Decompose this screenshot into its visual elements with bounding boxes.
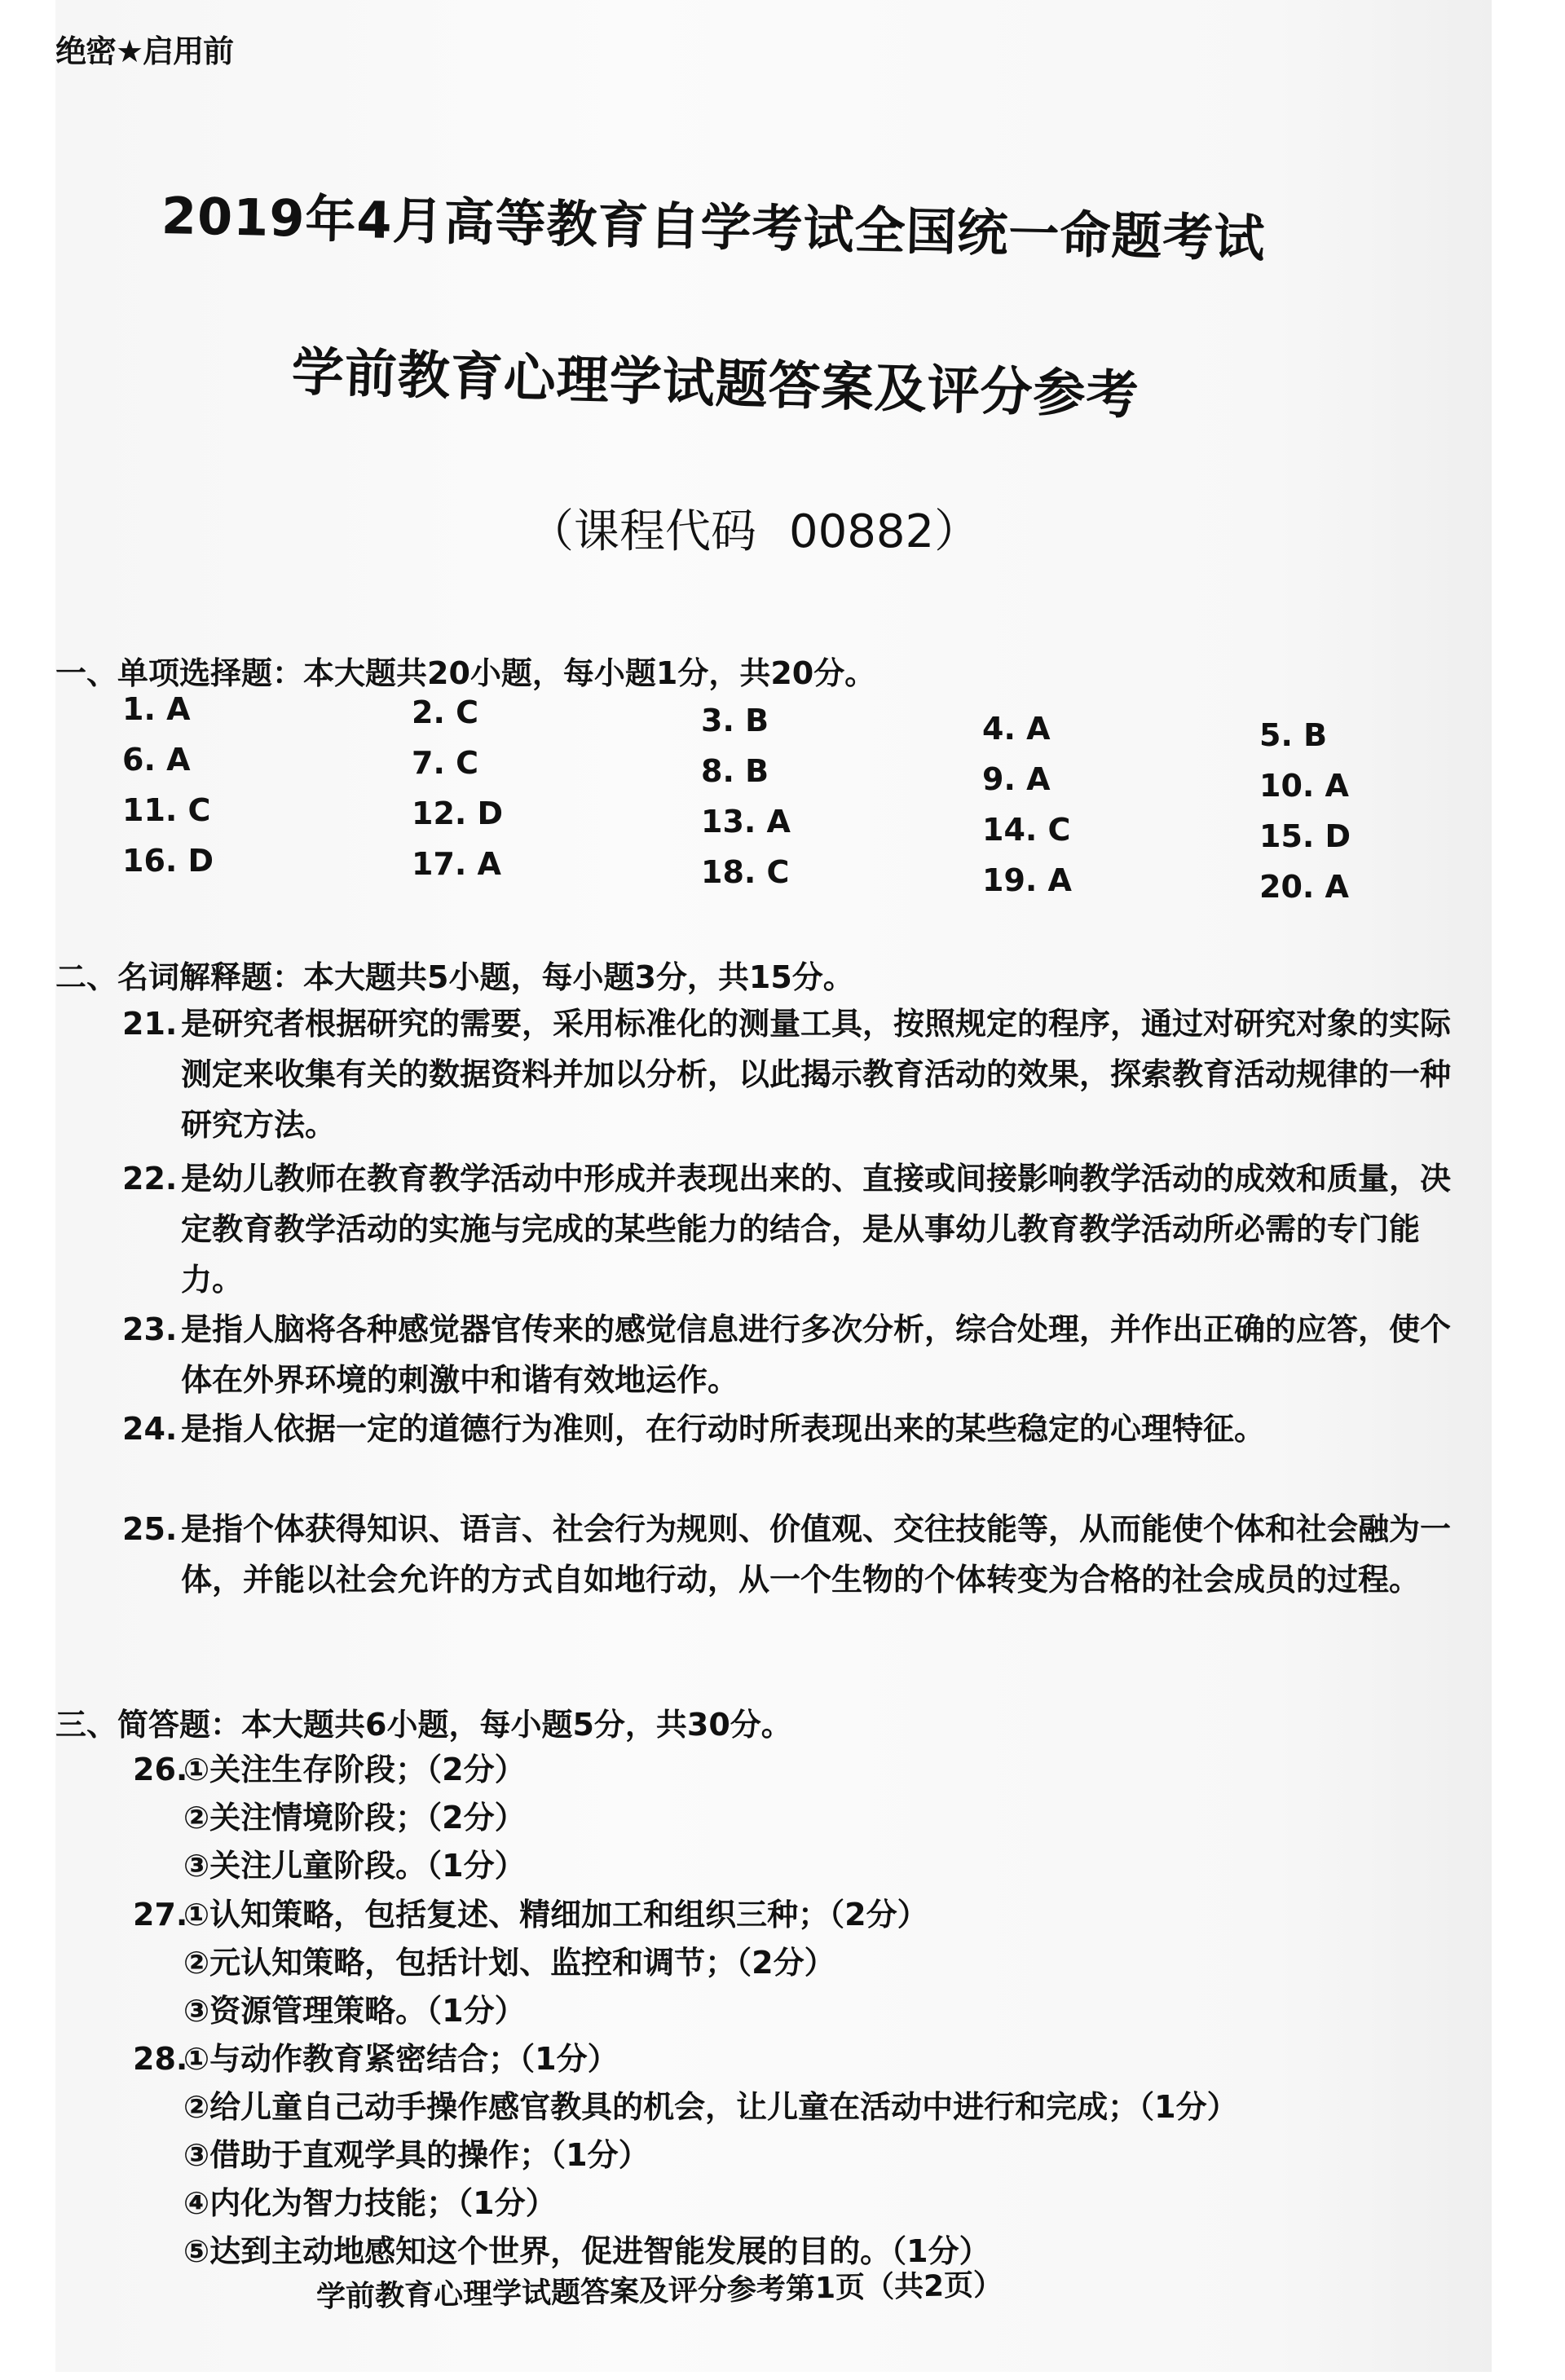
mc-answer: 13. A xyxy=(701,804,791,840)
question-number: 28. xyxy=(133,2041,188,2077)
mc-answer: 6. A xyxy=(122,742,191,778)
answer-point: ③借助于直观学具的操作；（1分） xyxy=(183,2137,650,2173)
mc-answer: 11. C xyxy=(122,792,211,828)
answer-text: 是研究者根据研究的需要，采用标准化的测量工具，按照规定的程序，通过对研究对象的实际测定来收集有关的数据资料并加以分析，以此揭示教育活动的效果，探索教育活动规律的一种研究方法。 xyxy=(181,1006,1452,1143)
term-definition-24 xyxy=(122,1404,1459,1454)
mc-answer: 9. A xyxy=(982,761,1051,797)
mc-answer: 8. B xyxy=(701,753,769,789)
answer-point: ②给儿童自己动手操作感官教具的机会，让儿童在活动中进行和完成；（1分） xyxy=(183,2089,1238,2125)
mc-answer: 5. B xyxy=(1259,717,1328,753)
term-definition-23 xyxy=(122,1304,1459,1405)
mc-answer: 4. A xyxy=(982,711,1051,747)
question-number: 27. xyxy=(133,1897,188,1933)
question-number: 23. xyxy=(122,1311,178,1347)
answer-point: ⑤达到主动地感知这个世界，促进智能发展的目的。（1分） xyxy=(183,2233,990,2269)
answer-point: ①关注生存阶段；（2分） xyxy=(183,1752,526,1787)
question-number: 22. xyxy=(122,1161,178,1197)
exam-title: 2019年4月高等教育自学考试全国统一命题考试 xyxy=(161,186,1267,269)
term-definition-22 xyxy=(122,1153,1459,1305)
answer-point: ③关注儿童阶段。（1分） xyxy=(183,1848,526,1884)
question-number: 24. xyxy=(122,1411,178,1447)
mc-answer: 19. A xyxy=(982,862,1072,898)
mc-answer: 12. D xyxy=(412,796,504,831)
course-code xyxy=(528,496,980,561)
question-number: 25. xyxy=(122,1511,178,1547)
course-code-value: 00882） xyxy=(789,505,981,558)
mc-answer: 18. C xyxy=(701,854,790,890)
answer-point: ①认知策略，包括复述、精细加工和组织三种；（2分） xyxy=(183,1897,928,1933)
question-number: 26. xyxy=(133,1752,188,1787)
mc-answer: 15. D xyxy=(1259,818,1351,854)
answer-point: ②关注情境阶段；（2分） xyxy=(183,1800,526,1836)
answer-point: ③资源管理策略。（1分） xyxy=(183,1993,526,2029)
document-title: 学前教育心理学试题答案及评分参考 xyxy=(290,342,1140,427)
term-definition-21 xyxy=(122,998,1459,1150)
mc-answer: 1. A xyxy=(122,691,191,727)
mc-answer: 2. C xyxy=(412,694,478,730)
short-answer-26 xyxy=(133,1746,526,1890)
answer-text: 是指个体获得知识、语言、社会行为规则、价值观、交往技能等，从而能使个体和社会融为一体，并能以社会允许的方式自如地行动，从一个生物的个体转变为合格的社会成员的过程。 xyxy=(181,1511,1452,1598)
answer-point: ②元认知策略，包括计划、监控和调节；（2分） xyxy=(183,1945,835,1981)
short-answer-28 xyxy=(133,2035,1238,2276)
page-footer: 学前教育心理学试题答案及评分参考第1页（共2页） xyxy=(315,2268,1003,2314)
short-answer-27 xyxy=(133,1891,928,2035)
answer-text: 是幼儿教师在教育教学活动中形成并表现出来的、直接或间接影响教学活动的成效和质量，决定教育教学活动的实施与完成的某些能力的结合，是从事幼儿教育教学活动所必需的专门能力。 xyxy=(181,1161,1452,1298)
mc-answer: 3. B xyxy=(701,703,769,738)
section3-heading: 三、简答题：本大题共6小题，每小题5分，共30分。 xyxy=(55,1707,792,1743)
mc-answer: 14. C xyxy=(982,812,1071,848)
section2-heading: 二、名词解释题：本大题共5小题，每小题3分，共15分。 xyxy=(55,959,854,995)
scanned-page xyxy=(55,0,1492,2372)
answer-text: 是指人依据一定的道德行为准则，在行动时所表现出来的某些稳定的心理特征。 xyxy=(181,1411,1266,1447)
course-code-label: （课程代码 xyxy=(528,505,756,558)
mc-answer: 16. D xyxy=(122,843,214,879)
answer-point: ①与动作教育紧密结合；（1分） xyxy=(183,2041,619,2077)
mc-answer: 17. A xyxy=(412,846,501,882)
mc-answer: 10. A xyxy=(1259,768,1349,804)
mc-answer: 20. A xyxy=(1259,869,1349,905)
question-number: 21. xyxy=(122,1006,178,1042)
confidential-mark: 绝密★启用前 xyxy=(55,33,234,69)
mc-answer: 7. C xyxy=(412,745,478,781)
answer-text: 是指人脑将各种感觉器官传来的感觉信息进行多次分析，综合处理，并作出正确的应答，使个体在外界环境的刺激中和谐有效地运作。 xyxy=(181,1311,1452,1398)
term-definition-25 xyxy=(122,1504,1459,1605)
answer-point: ④内化为智力技能；（1分） xyxy=(183,2185,557,2221)
section1-heading: 一、单项选择题：本大题共20小题，每小题1分，共20分。 xyxy=(55,655,876,691)
